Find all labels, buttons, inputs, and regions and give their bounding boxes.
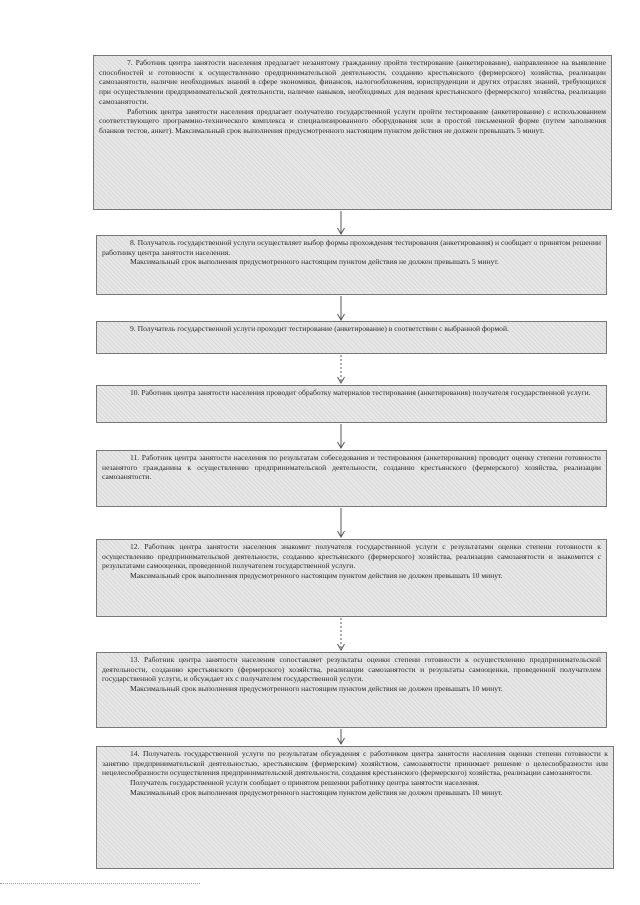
step-7-box xyxy=(93,55,612,210)
step-8-text: 8. Получатель государственной услуги осуществляет выбор формы прохождения тестирования (анкетирования) и сообщает о принятом решении работнику центра занятости населения. xyxy=(102,238,601,257)
step-9-box xyxy=(96,321,607,354)
flow-arrow xyxy=(336,508,346,538)
step-12-text-2: Максимальный срок выполнения предусмотренного настоящим пунктом действия не должен превышать 10 минут. xyxy=(130,571,503,581)
step-8-text-2: Максимальный срок выполнения предусмотренного настоящим пунктом действия не должен превышать 5 минут. xyxy=(130,257,499,267)
step-14-text-3: Максимальный срок выполнения предусмотренного настоящим пунктом действия не должен превышать 10 минут. xyxy=(130,787,503,797)
flow-arrow xyxy=(336,729,346,745)
step-14-text: 14. Получатель государственной услуги по результатам обсуждения с работником центра занятости населения оценки степени готовности к занятию предпринимательской деятельностью, крестьянским (фермерским) хозяйством, самозанятости принимает решение о целесообразности или нецелесообразности осуществления предпринимательской деятельности, создания крестьянского (фермерского) хозяйства, реализации самозанятости. xyxy=(102,749,608,778)
step-10-text: 10. Работник центра занятости населения проводит обработку материалов тестирования (анкетирования) получателя государственной услуги. xyxy=(130,388,591,397)
step-12-text: 12. Работник центра занятости населения знакомит получателя государственной услуги с результатами оценки степени готовности к осуществлению предпринимательской деятельности, созданию крестьянского (фермерского) хозяйства, реализации самозанятости и знакомится с результатами самооценки, проведенной получателем государственной услуги. xyxy=(102,542,601,571)
step-7-text-2: Работник центра занятости населения предлагает получателю государственной услуги пройти тестирование (анкетирование) с использованием соответствующего программно-технического комплекса и специализированного оборудования или в простой письменной форме (путем заполнения бланков тестов, анкет). Максимальный срок выполнения предусмотренного настоящим пунктом действия не должен превышать 5 минут. xyxy=(99,106,606,135)
step-13-text: 13. Работник центра занятости населения сопоставляет результаты оценки степени готовности к осуществлению предпринимательской деятельности, созданию крестьянского (фермерского) хозяйства, реализации самозанятости и результаты самооценки, проведенной получателем государственной услуги, и обсуждает их с получателем государственной услуги. xyxy=(102,655,601,684)
step-12-box xyxy=(96,539,607,617)
step-14-text-2: Получатель государственной услуги сообщает о принятом решении работнику центра занятости населения. xyxy=(130,778,480,788)
step-7-text: 7. Работник центра занятости населения предлагает незанятому гражданину пройти тестирование (анкетирование), направленное на выявление способностей и готовности к осуществлению предпринимательской деятельности, созданию крестьянского (фермерского) хозяйства, реализации самозанятости, наличие необходимых знаний в сфере экономики, финансов, налогообложения, юриспруденции и других отраслях знаний, требующихся при осуществлении предпринимательской деятельности, наличие навыков, необходимых для ведения крестьянского (фермерского) хозяйства, реализации самозанятости. xyxy=(99,58,606,106)
step-10-box xyxy=(96,385,607,423)
flow-arrow xyxy=(336,296,346,321)
flow-arrow xyxy=(336,618,346,651)
step-13-text-2: Максимальный срок выполнения предусмотренного настоящим пунктом действия не должен превышать 10 минут. xyxy=(130,684,503,694)
step-8-box xyxy=(96,235,607,295)
flow-arrow xyxy=(336,424,346,449)
step-11-box xyxy=(96,450,607,507)
step-9-text: 9. Получатель государственной услуги проходит тестирование (анкетирование) в соответствии с выбранной формой. xyxy=(130,324,509,333)
step-14-box xyxy=(96,746,614,869)
flow-arrow xyxy=(336,211,346,235)
step-13-box xyxy=(96,652,607,728)
footnote-divider xyxy=(0,883,200,884)
flow-arrow xyxy=(336,355,346,384)
step-11-text: 11. Работник центра занятости населения по результатам собеседования и тестирования (анкетирования) проводит оценку степени готовности незанятого гражданина к осуществлению предпринимательской деятельности, созданию крестьянского (фермерского) хозяйства, реализации самозанятости. xyxy=(102,453,601,482)
